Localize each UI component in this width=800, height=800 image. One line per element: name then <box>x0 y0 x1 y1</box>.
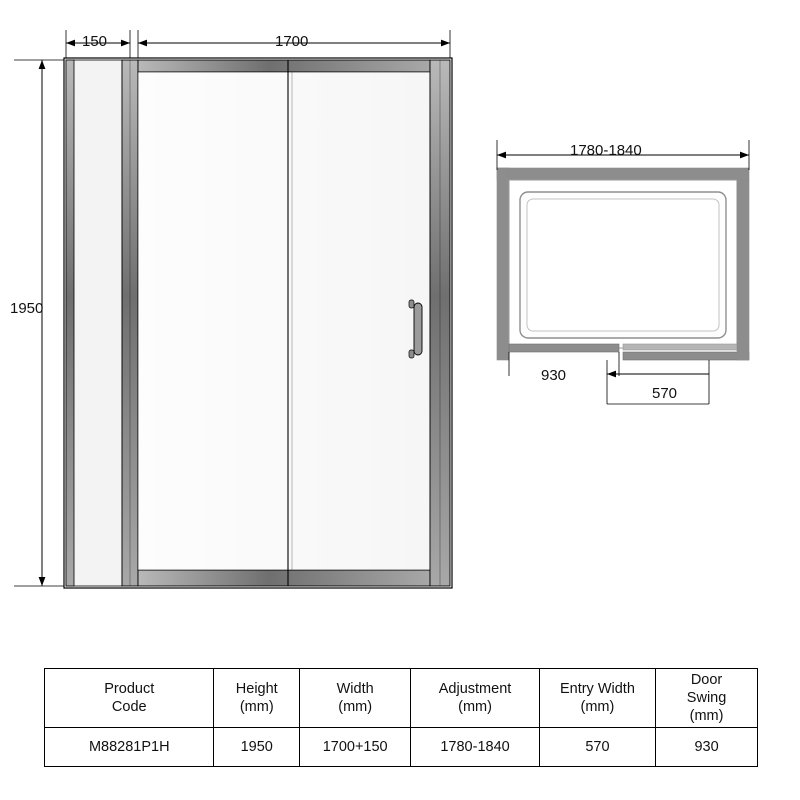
header-line: (mm) <box>580 699 615 716</box>
header-line: Entry Width <box>559 681 635 698</box>
plan-view-group <box>497 140 749 404</box>
header-line: (mm) <box>458 699 492 716</box>
header-line: Adjustment <box>438 681 512 698</box>
specification-table <box>44 668 758 767</box>
cell-door-swing: 930 <box>656 728 758 767</box>
front-elevation-group <box>14 30 452 588</box>
header-entry-width <box>539 669 655 728</box>
cell-adjustment: 1780-1840 <box>411 728 539 767</box>
header-line: Width <box>336 681 374 698</box>
dim-door-swing: 930 <box>541 367 567 384</box>
dim-plan-overall-width: 1780-1840 <box>570 142 642 159</box>
dim-side-panel-width: 150 <box>82 33 108 50</box>
header-line: Swing <box>686 690 727 707</box>
dim-door-width: 1700 <box>275 33 309 50</box>
header-height <box>214 669 300 728</box>
table-header-row <box>45 669 758 728</box>
cell-product-code: M88281P1H <box>45 728 214 767</box>
header-line: Door <box>690 672 723 688</box>
table-row <box>45 728 758 767</box>
header-width <box>300 669 411 728</box>
header-product-code <box>45 669 214 728</box>
header-line: Product <box>104 681 155 698</box>
header-line: (mm) <box>689 708 724 725</box>
header-line: Code <box>111 699 147 716</box>
dim-entry-width: 570 <box>652 385 678 402</box>
header-adjustment <box>411 669 539 728</box>
dim-height: 1950 <box>10 300 44 317</box>
header-door-swing <box>656 669 758 728</box>
cell-entry-width: 570 <box>539 728 655 767</box>
header-line: (mm) <box>338 699 373 716</box>
header-line: Height <box>235 681 278 698</box>
header-line: (mm) <box>239 699 274 716</box>
cell-width: 1700+150 <box>300 728 411 767</box>
cell-height: 1950 <box>214 728 300 767</box>
